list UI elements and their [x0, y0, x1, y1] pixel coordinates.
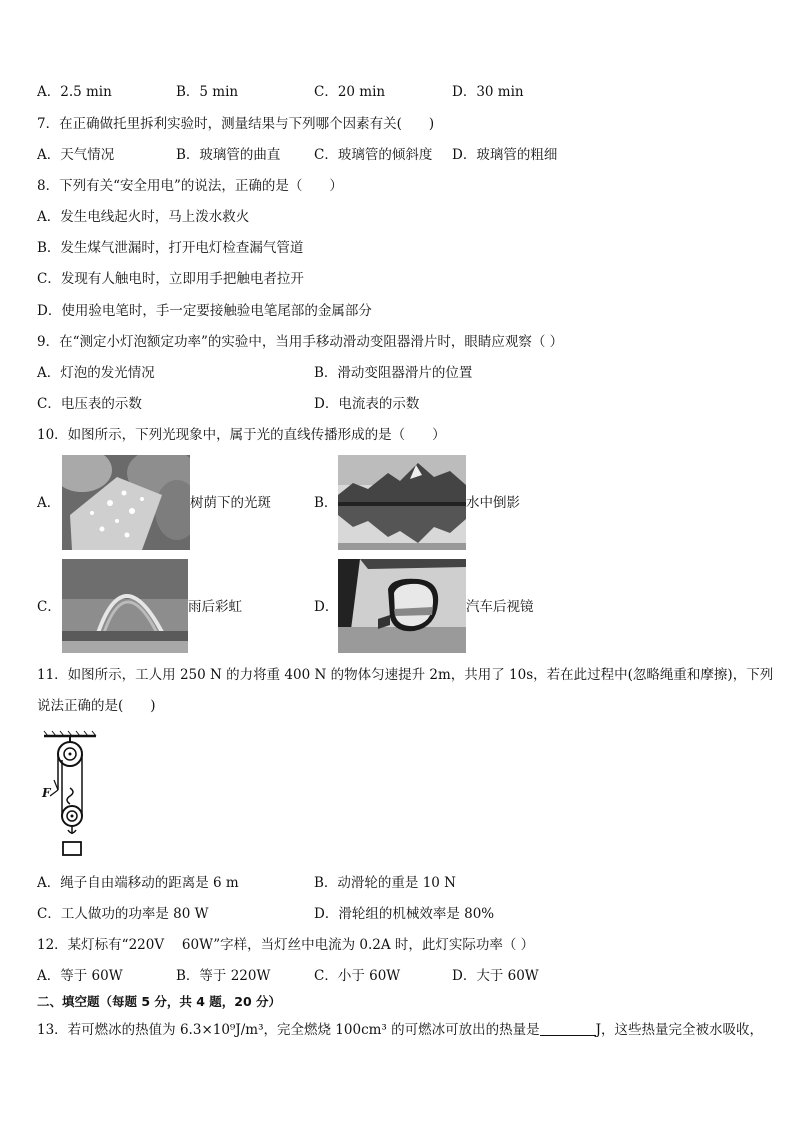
q8-option-c: C．发现有人触电时，立即用手把触电者拉开	[37, 271, 304, 287]
section-heading-fill-in: 二、填空题（每题 5 分，共 4 题，20 分）	[37, 994, 282, 1009]
q9-stem: 9．在“测定小灯泡额定功率”的实验中，当用手移动滑动变阻器滑片时，眼睛应观察（ ）	[37, 334, 564, 350]
q10-option-c-caption: 雨后彩虹	[188, 599, 242, 615]
q11-option-d: D．滑轮组的机械效率是 80%	[314, 906, 495, 922]
q10-option-d-letter: D．	[314, 599, 339, 615]
q7-stem: 7．在正确做托里拆利实验时，测量结果与下列哪个因素有关( )	[37, 116, 435, 132]
q10-option-a-caption: 树荫下的光斑	[190, 495, 271, 511]
force-label: F	[42, 786, 51, 800]
q7-option-b: B．玻璃管的曲直	[176, 147, 281, 163]
q10-stem: 10．如图所示，下列光现象中，属于光的直线传播形成的是（ ）	[37, 427, 446, 443]
q11-stem-line2: 说法正确的是( )	[37, 698, 156, 714]
q8-stem: 8．下列有关“安全用电”的说法，正确的是（ ）	[37, 178, 343, 194]
pulley-system-diagram	[40, 730, 100, 858]
q10-option-a-letter: A．	[37, 495, 61, 511]
q13-answer-blank[interactable]	[540, 1021, 596, 1036]
q7-option-d: D．玻璃管的粗细	[452, 147, 558, 163]
q10-option-c-letter: C．	[37, 599, 61, 615]
q12-option-b: B．等于 220W	[176, 968, 271, 984]
q6-option-b: B．5 min	[176, 84, 239, 100]
q12-stem: 12．某灯标有“220V 60W”字样，当灯丝中电流为 0.2A 时，此灯实际功率（ ）	[37, 937, 535, 953]
q9-option-d: D．电流表的示数	[314, 396, 420, 412]
q13-text-after-blank: J，这些热量完全被水吸收，	[595, 1022, 764, 1038]
q8-option-a: A．发生电线起火时，马上泼水救火	[37, 209, 250, 225]
q7-option-a: A．天气情况	[37, 147, 115, 163]
q11-stem-line1: 11．如图所示，工人用 250 N 的力将重 400 N 的物体匀速提升 2m，共用了 10s，若在此过程中(忽略绳重和摩擦)，下列	[37, 667, 774, 683]
tree-shade-light-spots-image	[62, 455, 190, 550]
q11-option-c: C．工人做功的功率是 80 W	[37, 906, 209, 922]
q9-option-c: C．电压表的示数	[37, 396, 142, 412]
rainbow-image	[62, 559, 188, 653]
q12-option-d: D．大于 60W	[452, 968, 539, 984]
q12-option-a: A．等于 60W	[37, 968, 123, 984]
lake-reflection-image	[338, 455, 466, 550]
q8-option-d: D．使用验电笔时，手一定要接触验电笔尾部的金属部分	[37, 303, 372, 319]
q8-option-b: B．发生煤气泄漏时，打开电灯检查漏气管道	[37, 240, 304, 256]
q11-option-b: B．动滑轮的重是 10 N	[314, 875, 456, 891]
q9-option-a: A．灯泡的发光情况	[37, 365, 155, 381]
q9-option-b: B．滑动变阻器滑片的位置	[314, 365, 473, 381]
q12-option-c: C．小于 60W	[314, 968, 401, 984]
car-rearview-mirror-image	[338, 559, 466, 653]
q13-stem	[37, 1021, 763, 1039]
q7-option-c: C．玻璃管的倾斜度	[314, 147, 433, 163]
q6-option-a: A．2.5 min	[37, 84, 112, 100]
q10-option-d-caption: 汽车后视镜	[466, 599, 534, 615]
q10-option-b-letter: B．	[314, 495, 338, 511]
q11-option-a: A．绳子自由端移动的距离是 6 m	[37, 875, 239, 891]
q10-option-b-caption: 水中倒影	[466, 495, 520, 511]
q13-text-before-blank: 13．若可燃冰的热值为 6.3×10⁹J/m³，完全燃烧 100cm³ 的可燃冰可放出的热量是	[37, 1022, 540, 1038]
q6-option-d: D．30 min	[452, 84, 524, 100]
q6-option-c: C．20 min	[314, 84, 386, 100]
